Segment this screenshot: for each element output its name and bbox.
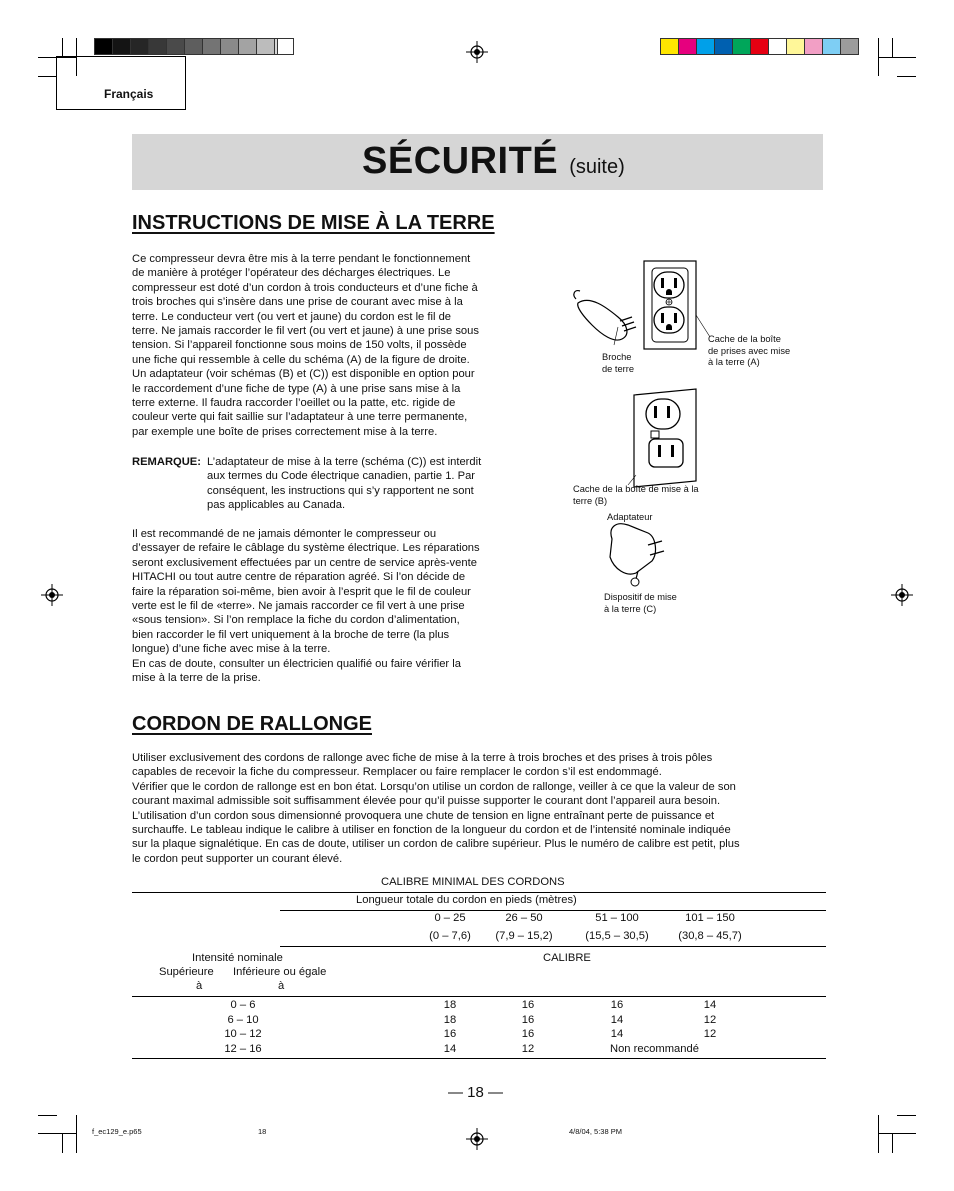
registration-mark-icon [466, 41, 488, 63]
table-cell: 16 [521, 1014, 535, 1026]
outlet-b-illustration [634, 389, 696, 487]
inferieure-label: Inférieure ou égale [233, 966, 327, 978]
label-adaptateur: Adaptateur [607, 512, 653, 522]
table-cell: 16 [610, 999, 624, 1011]
table-row-range: 6 – 10 [227, 1014, 259, 1026]
superieure-label: Supérieure [159, 966, 214, 978]
table-cell: 14 [443, 1043, 457, 1055]
label-cache-b: Cache de la boîte de mise à la terre (B) [573, 484, 699, 506]
grounding-paragraph-2: Il est recommandé de ne jamais démonter le compresseur ou d’essayer de refaire le câblage du système électrique. Les réparations seront exclusivement effectuées par un centre de service après-vente HITACHI ou tout autre centre de réparation agréé. Si l’on décide de faire la réparation soi-même, bien avoir à l’esprit que le fil de couleur verte est le fil de «terre». Ne jamais raccorder ce fil vert à une prise «sous tension». Si l’on remplace la fiche du cordon d’alimentation, bien raccorder le fil vert uniquement à la broche de terre (la plus longue) d’une fiche avec mise à la terre. En cas de doute, consulter un électricien qualifié ou faire vérifier la mise à la terre de la prise. [132, 528, 480, 685]
label-broche: Broche de terre [602, 352, 635, 374]
adapter-c-illustration [610, 524, 664, 586]
label-cache-a: Cache de la boîte de prises avec mise à la terre (A) [708, 334, 791, 367]
table-cell: 16 [521, 999, 535, 1011]
table-cell: 12 [703, 1028, 717, 1040]
language-label: Français [104, 87, 154, 101]
table-row-range: 12 – 16 [224, 1043, 262, 1055]
page-title-main: SÉCURITÉ [362, 140, 559, 182]
registration-mark-icon [891, 584, 913, 606]
table-cell: 14 [610, 1014, 624, 1026]
outlet-a-illustration [644, 261, 696, 349]
table-cell: Non recommandé [610, 1043, 699, 1055]
a-label: à [278, 980, 285, 992]
grounding-paragraph-1: Ce compresseur devra être mis à la terre pendant le fonctionnement de manière à protéger l’opérateur des décharges électriques. Le compresseur est doté d’un cordon à trois conducteurs et d’une fiche à trois broches qui s’insère dans une prise de courant avec mise à la terre. Le conducteur vert (ou vert et jaune) du cordon est le fil de terre. Ne jamais raccorder le fil vert (ou vert et jaune) à une prise sous tension. Si l’appareil fonctionne sous moins de 150 volts, il possède une fiche qui ressemble à celle du schéma (A) de la figure de droite. Un adaptateur (voir schémas (B) et (C)) est disponible en option pour le raccordement d’une fiche de type (A) à une prise sans mise à la terre externe. Il faudra raccorder l’oeillet ou la patte, etc. rigide de couleur verte qui fait saillie sur l’adaptateur à une terre permanente, par exemple une boîte de prises correctement mise à la terre. [132, 253, 479, 438]
table-cell: 12 [703, 1014, 717, 1026]
remark-text: L’adaptateur de mise à la terre (schéma (C)) est interdit aux termes du Code électrique canadien, partie 1. Par conséquent, les instructions qui s’y rapportent ne sont pas applicables au Canada. [207, 456, 482, 512]
table-cell: 14 [703, 999, 717, 1011]
footer-file-page: 18 [258, 1127, 267, 1136]
range-ft: 0 – 25 [434, 912, 466, 924]
language-tab [56, 56, 186, 110]
range-ft: 101 – 150 [685, 912, 735, 924]
a-label: à [196, 980, 203, 992]
range-m: (15,5 – 30,5) [585, 930, 649, 942]
grounding-figures [570, 255, 830, 600]
table-cell: 16 [521, 1028, 535, 1040]
calibre-header: CALIBRE [543, 952, 591, 964]
table-caption: CALIBRE MINIMAL DES CORDONS [381, 876, 565, 888]
table-row-range: 10 – 12 [224, 1028, 262, 1040]
page-title-suffix: (suite) [569, 156, 625, 178]
table-cell: 18 [443, 1014, 457, 1026]
table-cell: 16 [443, 1028, 457, 1040]
page-number: — 18 — [448, 1084, 504, 1101]
registration-mark-icon [41, 584, 63, 606]
section-heading-grounding: INSTRUCTIONS DE MISE À LA TERRE [132, 212, 495, 234]
section-heading-extension-cord: CORDON DE RALLONGE [132, 713, 372, 735]
range-m: (7,9 – 15,2) [495, 930, 553, 942]
registration-mark-icon [466, 1128, 488, 1150]
intensity-header: Intensité nominale [192, 952, 283, 964]
footer-date: 4/8/04, 5:38 PM [569, 1127, 622, 1136]
footer-filename: f_ec129_e.p65 [92, 1127, 142, 1136]
label-dispositif-c: Dispositif de mise à la terre (C) [604, 592, 677, 614]
table-row-range: 0 – 6 [230, 999, 256, 1011]
range-m: (0 – 7,6) [429, 930, 471, 942]
page-title [362, 140, 625, 183]
range-ft: 51 – 100 [595, 912, 639, 924]
remark-label: REMARQUE: [132, 456, 201, 468]
range-m: (30,8 – 45,7) [678, 930, 742, 942]
table-length-header: Longueur totale du cordon en pieds (mètres) [356, 894, 577, 906]
extension-cord-paragraph: Utiliser exclusivement des cordons de rallonge avec fiche de mise à la terre à trois broches et des prises à trois pôles capables de recevoir la fiche du compresseur. Remplacer ou faire remplacer le cordon s’il est endommagé. Vérifier que le cordon de rallonge est en bon état. Lorsqu’on utilise un cordon de rallonge, veiller à ce que la valeur de son courant maximal admissible soit suffisamment élevée pour qu’il puisse supporter le courant dont l’appareil aura besoin. L’utilisation d’un cordon sous dimensionné provoquera une chute de tension en ligne entraînant perte de puissance et surchauffe. Le tableau indique le calibre à utiliser en fonction de la longueur du cordon et de l’intensité nominale indiquée sur la plaque signalétique. En cas de doute, utiliser un cordon de calibre supérieur. Plus le numéro de calibre est petit, plus le cordon peut supporter un courant élevé. [132, 752, 740, 865]
range-ft: 26 – 50 [505, 912, 543, 924]
table-cell: 12 [521, 1043, 535, 1055]
plug-a-illustration [574, 291, 636, 345]
table-cell: 14 [610, 1028, 624, 1040]
table-cell: 18 [443, 999, 457, 1011]
